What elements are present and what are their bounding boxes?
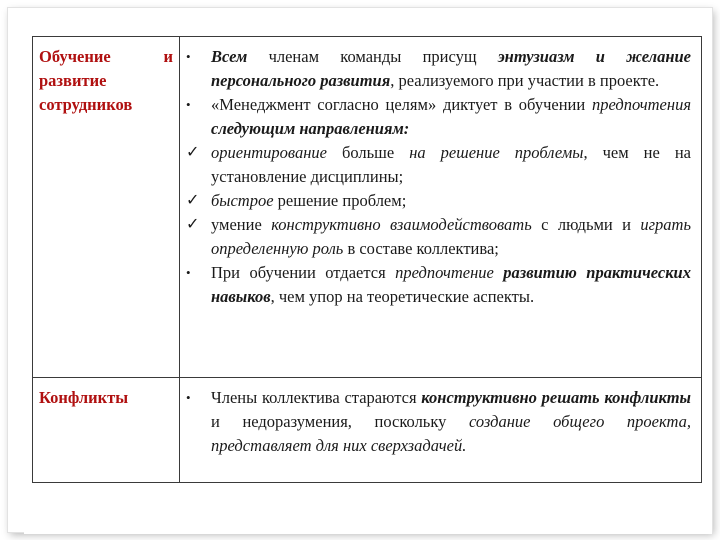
emphasized-text: быстрое xyxy=(211,191,274,210)
plain-text xyxy=(494,263,503,282)
emphasized-text: предпочтение xyxy=(395,263,494,282)
bullet-list xyxy=(186,45,691,309)
plain-text: с людьми и xyxy=(531,215,641,234)
plain-text: , реализуемого при участии в проекте. xyxy=(390,71,660,90)
emphasized-text: предпочтения xyxy=(591,95,691,114)
emphasized-text: следующим направлениям: xyxy=(211,119,410,138)
content-table xyxy=(32,36,702,483)
plain-text: , чем не на установление дисциплины; xyxy=(211,143,691,186)
row-label-conflicts: Конфликты xyxy=(33,378,180,483)
bullet-list xyxy=(186,386,691,458)
emphasized-text: конструктивно решать конфликты xyxy=(421,388,691,407)
list-item-text xyxy=(211,141,691,189)
row-content-conflicts xyxy=(180,378,702,483)
plain-text: в составе коллектива; xyxy=(343,239,499,258)
emphasized-text: ориентирование xyxy=(211,143,327,162)
emphasized-text: развитию практических навыков xyxy=(211,263,691,306)
plain-text: решение проблем; xyxy=(273,191,407,210)
bullet-icon: • xyxy=(186,97,191,112)
list-item-text xyxy=(211,261,691,309)
emphasized-text: энтузиазм и желание персонального развития xyxy=(211,47,691,90)
bullet-icon: • xyxy=(186,265,191,280)
emphasized-text: на решение проблемы xyxy=(409,143,584,162)
list-item-text xyxy=(211,386,691,458)
list-item-text xyxy=(211,93,691,141)
plain-text: умение xyxy=(211,215,272,234)
list-item xyxy=(186,141,691,189)
plain-text: и недоразумения, поскольку xyxy=(211,412,469,431)
row-label-training: Обучение и развитие сотрудников xyxy=(33,37,180,378)
checkmark-icon: ✓ xyxy=(186,144,200,161)
list-item xyxy=(186,189,691,213)
emphasized-text: конструктивно взаимодействовать xyxy=(271,215,532,234)
plain-text: , чем упор на теоретические аспекты. xyxy=(270,287,535,306)
slide-frame xyxy=(8,8,712,532)
plain-text: При обучении отдается xyxy=(211,263,396,282)
checkmark-icon: ✓ xyxy=(186,192,200,209)
table-row-conflicts xyxy=(33,378,702,483)
emphasized-text: играть определенную роль xyxy=(211,215,691,258)
emphasized-text: Всем xyxy=(211,47,248,66)
list-item-text xyxy=(211,45,691,93)
emphasized-text: создание общего проекта, представляет для них сверхзадачей. xyxy=(211,412,691,455)
plain-text: Члены коллектива стараются xyxy=(211,388,422,407)
slide-page xyxy=(24,22,712,534)
plain-text: больше xyxy=(326,143,410,162)
list-item xyxy=(186,93,691,141)
list-item-text xyxy=(211,213,691,261)
list-item xyxy=(186,213,691,261)
table-row-training xyxy=(33,37,702,378)
plain-text: членам команды присущ xyxy=(247,47,498,66)
bullet-icon: • xyxy=(186,390,191,405)
row-content-training xyxy=(180,37,702,378)
list-item xyxy=(186,386,691,458)
plain-text: «Менеджмент согласно целям» диктует в обучении xyxy=(211,95,592,114)
list-item-text xyxy=(211,189,691,213)
checkmark-icon: ✓ xyxy=(186,216,200,233)
list-item xyxy=(186,261,691,309)
list-item xyxy=(186,45,691,93)
bullet-icon: • xyxy=(186,49,191,64)
